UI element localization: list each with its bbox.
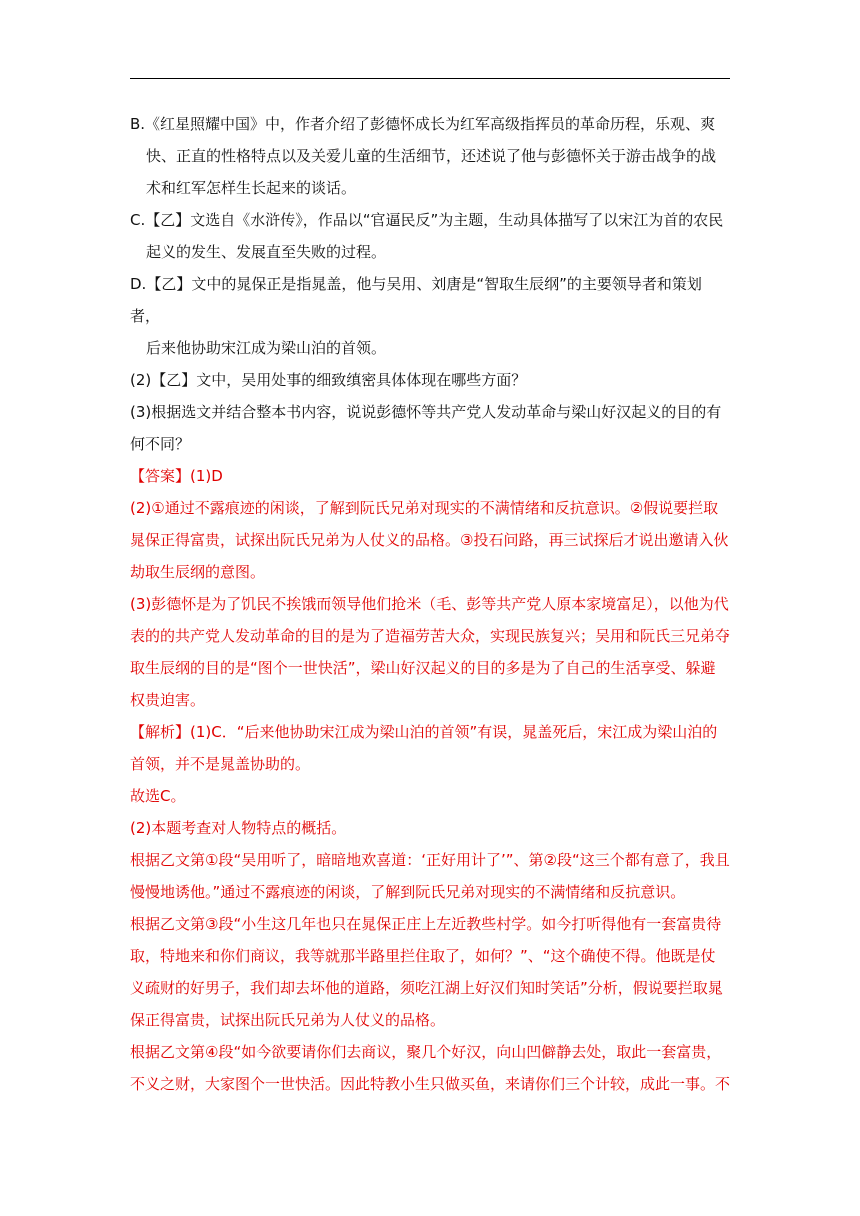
- option-d: D.【乙】文中的晁保正是指晁盖，他与吴用、刘唐是“智取生辰纲”的主要领导者和策划者，: [130, 275, 702, 325]
- analysis-2: 故选C。: [130, 787, 186, 805]
- analysis-label: 【解析】: [130, 723, 191, 741]
- header-rule: [130, 78, 730, 79]
- analysis-3: (2)本题考查对人物特点的概括。: [130, 819, 347, 837]
- analysis-6: 根据乙文第④段“如今欲要请你们去商议，聚几个好汉，向山凹僻静去处，取此一套富贵，不义之财，大家图个一世快活。因此特教小生只做买鱼，来请你们三个计较，成此一事。不: [130, 1043, 731, 1093]
- analysis-5: 根据乙文第③段“小生这几年也只在晁保正庄上左近教些村学。如今打听得他有一套富贵待取，特地来和你们商议，我等就那半路里拦住取了，如何？”、“这个确使不得。他既是仗义疏财的好男子，我们却去坏他的道路，须吃江湖上好汉们知时笑话”分析，假说要拦取晁保正得富贵，试探出阮氏兄弟为人仗义的品格。: [130, 915, 723, 1029]
- analysis-4: 根据乙文第①段“吴用听了，暗暗地欢喜道：‘正好用计了’”、第②段“这三个都有意了，我且慢慢地诱他。”通过不露痕迹的闲谈，了解到阮氏兄弟对现实的不满情绪和反抗意识。: [130, 851, 730, 901]
- question-3: (3)根据选文并结合整本书内容，说说彭德怀等共产党人发动革命与梁山好汉起义的目的有何不同？: [130, 403, 722, 453]
- answer-3: (3)彭德怀是为了饥民不挨饿而领导他们抢米（毛、彭等共产党人原本家境富足），以他为代表的的共产党人发动革命的目的是为了造福劳苦大众，实现民族复兴；吴用和阮氏三兄弟夺取生辰纲的目的是“图个一世快活”，梁山好汉起义的目的多是为了自己的生活享受、躲避权贵迫害。: [130, 595, 731, 709]
- question-2: (2)【乙】文中，吴用处事的细致缜密具体体现在哪些方面？: [130, 371, 527, 389]
- answer-2: (2)①通过不露痕迹的闲谈，了解到阮氏兄弟对现实的不满情绪和反抗意识。②假说要拦取晁保正得富贵，试探出阮氏兄弟为人仗义的品格。③投石问路，再三试探后才说出邀请入伙劫取生辰纲的意图。: [130, 499, 729, 581]
- page-content: [130, 108, 730, 1100]
- answer-label: 【答案】: [130, 467, 191, 485]
- option-c-rest: 起义的发生、发展直至失败的过程。: [146, 243, 387, 261]
- option-d-rest: 后来他协助宋江成为梁山泊的首领。: [146, 339, 387, 357]
- answer-1: 【答案】(1)D: [130, 467, 223, 485]
- analysis-1: 【解析】(1)C．“后来他协助宋江成为梁山泊的首领”有误，晁盖死后，宋江成为梁山泊的首领，并不是晁盖协助的。: [130, 723, 718, 773]
- option-b: B.《红星照耀中国》中，作者介绍了彭德怀成长为红军高级指挥员的革命历程，乐观、爽: [130, 115, 716, 133]
- option-b-rest: 快、正直的性格特点以及关爱儿童的生活细节，还述说了他与彭德怀关于游击战争的战术和红军怎样生长起来的谈话。: [146, 147, 717, 197]
- option-c: C.【乙】文选自《水浒传》，作品以“官逼民反”为主题，生动具体描写了以宋江为首的农民: [130, 211, 724, 229]
